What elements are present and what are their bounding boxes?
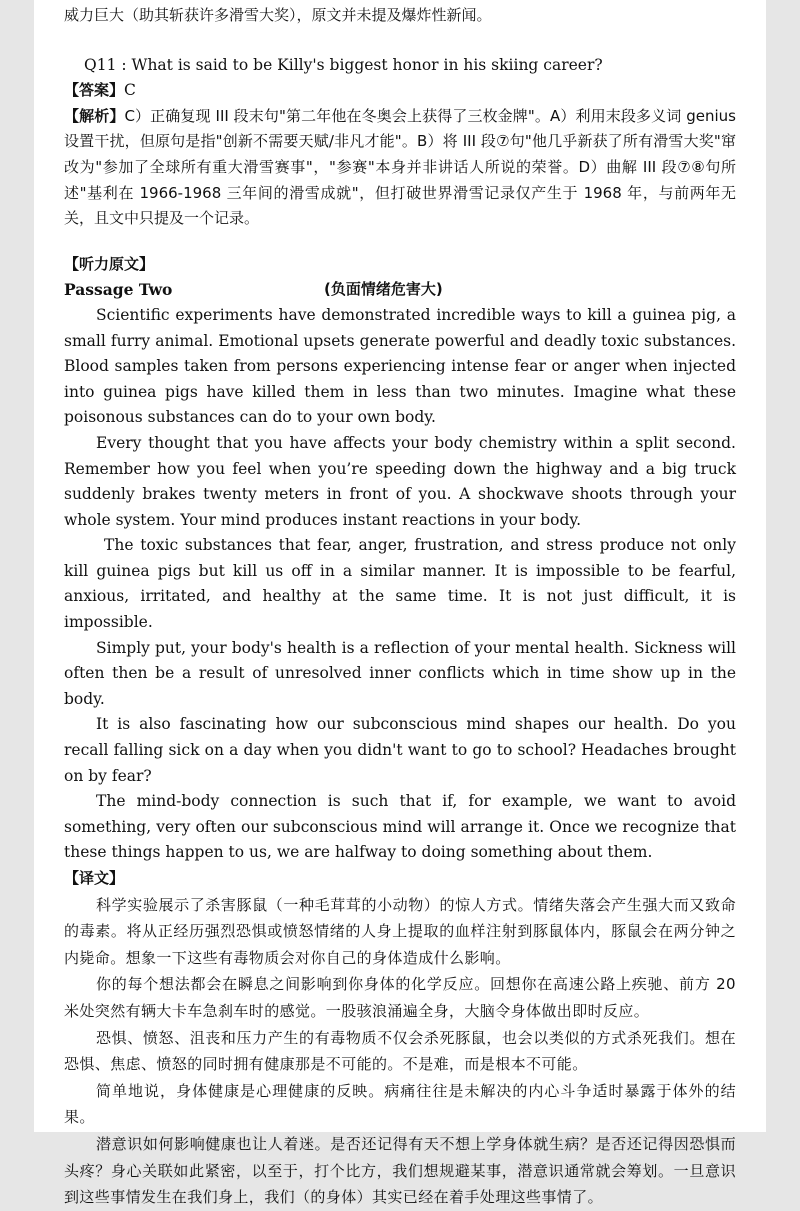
passage-paragraph-1: Scientific experiments have demonstrated incredible ways to kill a guinea pig, a small furry animal. Emotional upsets generate powerful and deadly toxic substances. Blood samples taken from persons experiencing intense fear or anger when injected into guinea pigs have killed them in less than two minutes. Imagine what these poisonous substances can do to your own body. (64, 305, 736, 427)
listening-tag: 【听力原文】 (64, 254, 155, 273)
translation-paragraph-5: 潜意识如何影响健康也让人着迷。是否还记得有天不想上学身体就生病？是否还记得因恐惧而头疼？身心关联如此紧密，以至于，打个比方，我们想规避某事，潜意识通常就会筹划。一旦意识到这些事情发生在我们身上，我们（的身体）其实已经在着手处理这些事情了。 (64, 1134, 736, 1207)
passage-title: Passage Two (64, 280, 173, 300)
answer-tag: 【答案】 (64, 81, 125, 100)
document-content (64, 0, 736, 1211)
analysis-tag: 【解析】 (64, 106, 125, 125)
passage-paragraph-4: Simply put, your body's health is a reflection of your mental health. Sickness will often then be a result of unresolved inner conflicts which in time show up in the body. (64, 638, 736, 708)
translation-paragraph-1: 科学实验展示了杀害豚鼠（一种毛茸茸的小动物）的惊人方式。情绪失落会产生强大而又致命的毒素。将从正经历强烈恐惧或愤怒情绪的人身上提取的血样注射到豚鼠体内，豚鼠会在两分钟之内毙命。想象一下这些有毒物质会对你自己的身体造成什么影响。 (64, 895, 736, 967)
translation-paragraph-3: 恐惧、愤怒、沮丧和压力产生的有毒物质不仅会杀死豚鼠，也会以类似的方式杀死我们。想在恐惧、焦虑、愤怒的同时拥有健康那是不可能的。不是难，而是根本不可能。 (64, 1028, 736, 1074)
passage-paragraph-5: It is also fascinating how our subconscious mind shapes our health. Do you recall falling sick on a day when you didn't want to go to school? Headaches brought on by fear? (64, 715, 736, 785)
translation-paragraph-2: 你的每个想法都会在瞬息之间影响到你身体的化学反应。回想你在高速公路上疾驰、前方 20 米处突然有辆大卡车急刹车时的感觉。一股骇浪涌遍全身，大脑令身体做出即时反应。 (64, 975, 736, 1020)
passage-heading (64, 277, 736, 303)
top-line: 威力巨大（助其斩获许多滑雪大奖），原文并未提及爆炸性新闻。 (64, 6, 492, 24)
answer-value: C (124, 81, 136, 100)
passage-paragraph-2: Every thought that you have affects your body chemistry within a split second. Remember how you feel when you’re speeding down the highway and a big truck suddenly brakes twenty meters in front of you. A shockwave shoots through your whole system. Your mind produces instant reactions in your body. (64, 433, 736, 529)
translation-paragraph-4: 简单地说，身体健康是心理健康的反映。病痛往往是未解决的内心斗争适时暴露于体外的结果。 (64, 1081, 736, 1127)
question-q11: Q11 : What is said to be Killy's biggest honor in his skiing career? (84, 55, 603, 74)
translation-block (64, 892, 736, 1211)
analysis-paragraph (64, 104, 736, 232)
analysis-text: C）正确复现 III 段末句"第二年他在冬奥会上获得了三枚金牌"。A）利用末段多义词 genius 设置干扰，但原句是指"创新不需要天赋/非凡才能"。B）将 III 段⑦句"他几乎新获了所有滑雪大奖"窜改为"参加了全球所有重大滑雪赛事"，"参赛"本身并非讲话人所说的荣誉。D）曲解 III 段⑦⑧句所述"基利在 1966-1968 三年间的滑雪成就"，但打破世界滑雪记录仅产生于 1968 年，与前两年无关，且文中只提及一个记录。 (64, 106, 736, 228)
translation-tag: 【译文】 (64, 869, 125, 887)
passage-paragraph-6: The mind-body connection is such that if, for example, we want to avoid something, very often our subconscious mind will arrange it. Once we recognize that these things happen to us, we are halfway to doing something about them. (64, 792, 736, 862)
passage-subtitle: (负面情绪危害大) (324, 280, 443, 299)
document-page (34, 0, 766, 1207)
passage-paragraph-3: The toxic substances that fear, anger, frustration, and stress produce not only kill guinea pigs but kill us off in a similar manner. It is impossible to be fearful, anxious, irritated, and healthy at the same time. It is not just difficult, it is impossible. (64, 536, 736, 632)
answer-line (64, 78, 736, 104)
